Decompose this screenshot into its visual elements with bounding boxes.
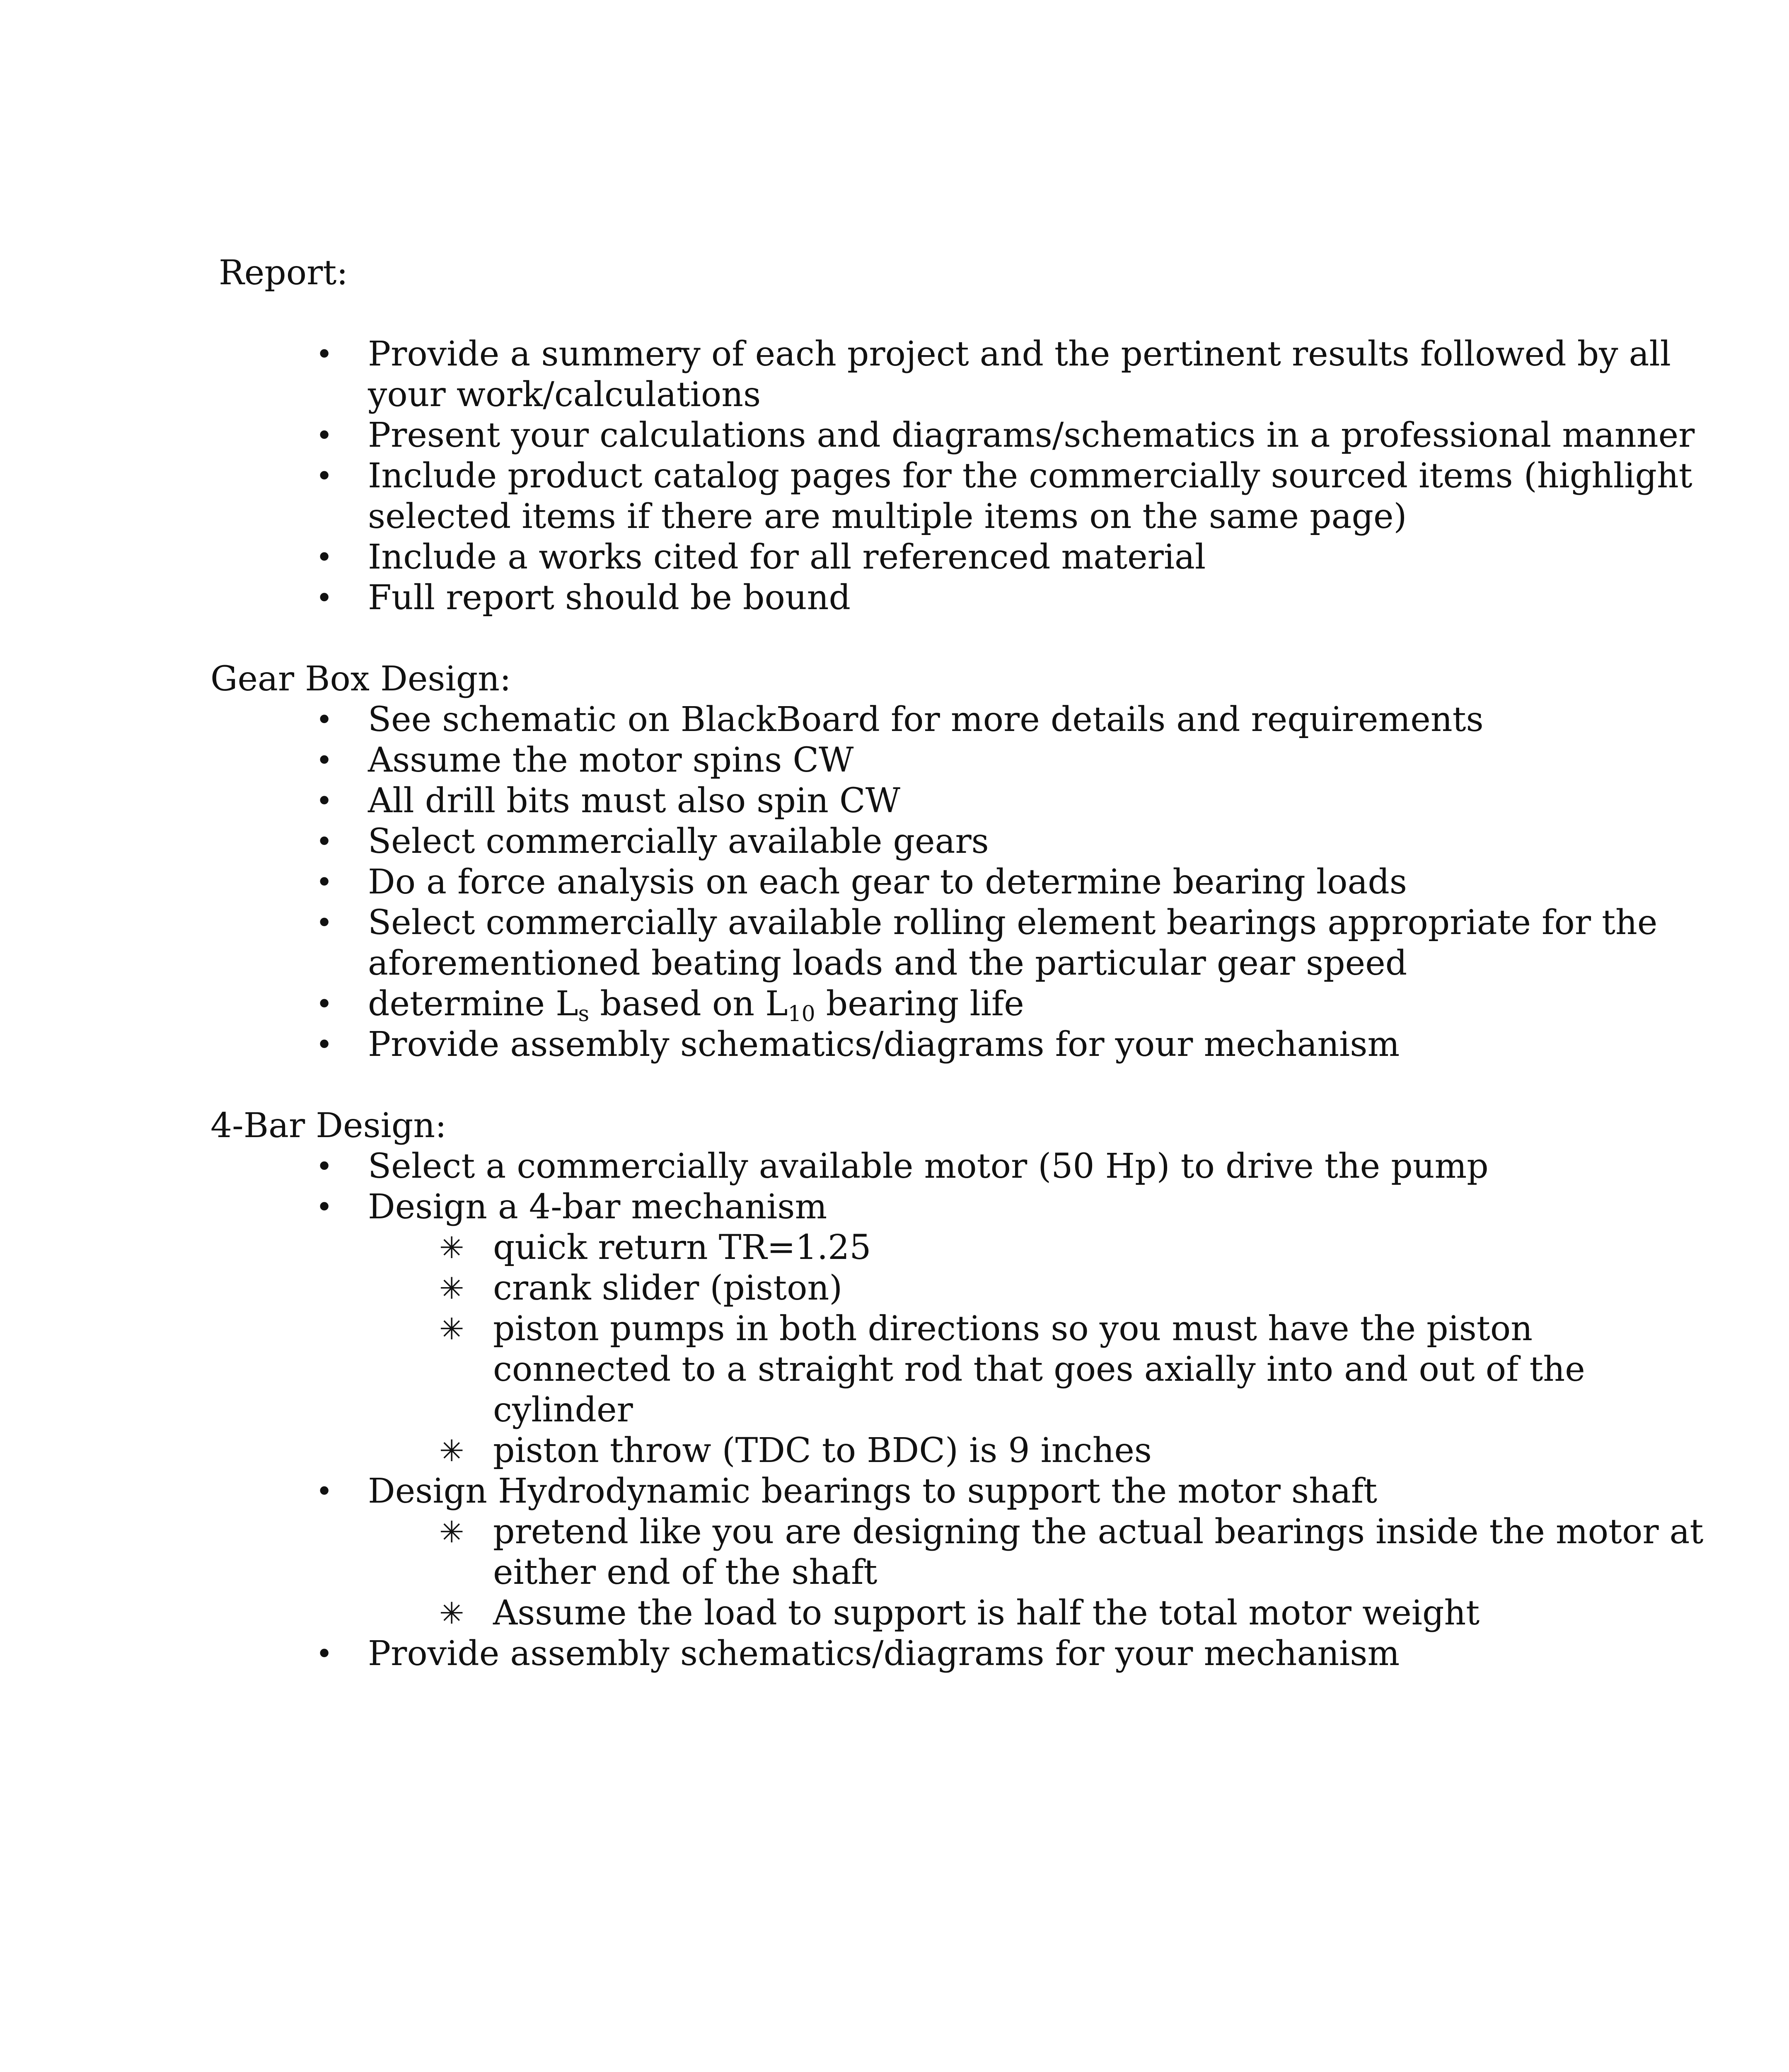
- gearbox-item-8: Provide assembly schematics/diagrams for your mechanism: [368, 1025, 1400, 1064]
- fourbar-item-3-sub-1-line-2: either end of the shaft: [493, 1553, 878, 1592]
- star-bullet-icon: ✳: [439, 1230, 464, 1265]
- gearbox-item-6-line-1: Select commercially available rolling element bearings appropriate for the: [368, 903, 1658, 942]
- fourbar-item-2: Design a 4-bar mechanism: [368, 1187, 827, 1227]
- gearbox-item-1: See schematic on BlackBoard for more details and requirements: [368, 700, 1484, 739]
- fourbar-item-2-sub-2: crank slider (piston): [493, 1268, 843, 1308]
- fourbar-item-2-sub-3-line-2: connected to a straight rod that goes axially into and out of the: [493, 1350, 1585, 1389]
- gearbox-item-7: [368, 984, 1024, 1024]
- star-bullet-icon: ✳: [439, 1433, 464, 1468]
- report-item-1-line-2: your work/calculations: [368, 375, 761, 414]
- bullet-icon: •: [316, 581, 333, 615]
- fourbar-item-1: Select a commercially available motor (50 Hp) to drive the pump: [368, 1147, 1489, 1186]
- life-prefix: determine L: [368, 984, 578, 1024]
- fourbar-item-2-sub-1: quick return TR=1.25: [493, 1228, 871, 1267]
- bullet-icon: •: [316, 1474, 333, 1508]
- life-suffix: bearing life: [815, 984, 1024, 1024]
- bullet-icon: •: [316, 1150, 333, 1184]
- fourbar-item-4: Provide assembly schematics/diagrams for your mechanism: [368, 1634, 1400, 1673]
- life-sub-s: s: [578, 1002, 590, 1026]
- bullet-icon: •: [316, 865, 333, 899]
- fourbar-item-3-sub-2: Assume the load to support is half the total motor weight: [493, 1593, 1480, 1633]
- bullet-icon: •: [316, 1637, 333, 1671]
- gearbox-item-4: Select commercially available gears: [368, 822, 989, 861]
- bullet-icon: •: [316, 825, 333, 859]
- bullet-icon: •: [316, 1028, 333, 1062]
- report-item-1-line-1: Provide a summery of each project and the pertinent results followed by all: [368, 334, 1671, 374]
- report-heading: Report:: [219, 253, 348, 293]
- bullet-icon: •: [316, 419, 333, 453]
- bullet-icon: •: [316, 906, 333, 940]
- star-bullet-icon: ✳: [439, 1515, 464, 1549]
- fourbar-item-2-sub-3-line-3: cylinder: [493, 1390, 633, 1430]
- fourbar-heading: 4-Bar Design:: [210, 1106, 447, 1145]
- bullet-icon: •: [316, 784, 333, 818]
- star-bullet-icon: ✳: [439, 1312, 464, 1346]
- report-item-4: Include a works cited for all referenced material: [368, 537, 1206, 577]
- bullet-icon: •: [316, 1190, 333, 1224]
- bullet-icon: •: [316, 540, 333, 574]
- bullet-icon: •: [316, 459, 333, 493]
- star-bullet-icon: ✳: [439, 1271, 464, 1306]
- gearbox-item-5: Do a force analysis on each gear to determine bearing loads: [368, 862, 1407, 902]
- star-bullet-icon: ✳: [439, 1596, 464, 1631]
- bullet-icon: •: [316, 987, 333, 1021]
- report-item-3-line-2: selected items if there are multiple items on the same page): [368, 497, 1407, 536]
- report-item-2: Present your calculations and diagrams/schematics in a professional manner: [368, 416, 1695, 455]
- report-item-5: Full report should be bound: [368, 578, 851, 617]
- bullet-icon: •: [316, 337, 333, 371]
- gearbox-heading: Gear Box Design:: [210, 659, 511, 699]
- gearbox-item-6-line-2: aforementioned beating loads and the particular gear speed: [368, 944, 1407, 983]
- bullet-icon: •: [316, 743, 333, 777]
- fourbar-item-2-sub-3-line-1: piston pumps in both directions so you must have the piston: [493, 1309, 1533, 1348]
- fourbar-item-2-sub-4: piston throw (TDC to BDC) is 9 inches: [493, 1431, 1152, 1470]
- fourbar-item-3: Design Hydrodynamic bearings to support the motor shaft: [368, 1472, 1378, 1511]
- gearbox-item-2: Assume the motor spins CW: [368, 741, 854, 780]
- life-middle: based on L: [589, 984, 788, 1024]
- fourbar-item-3-sub-1-line-1: pretend like you are designing the actual bearings inside the motor at: [493, 1512, 1704, 1552]
- gearbox-item-3: All drill bits must also spin CW: [368, 781, 900, 821]
- bullet-icon: •: [316, 703, 333, 737]
- life-sub-10: 10: [788, 1002, 815, 1026]
- report-item-3-line-1: Include product catalog pages for the commercially sourced items (highlight: [368, 456, 1692, 496]
